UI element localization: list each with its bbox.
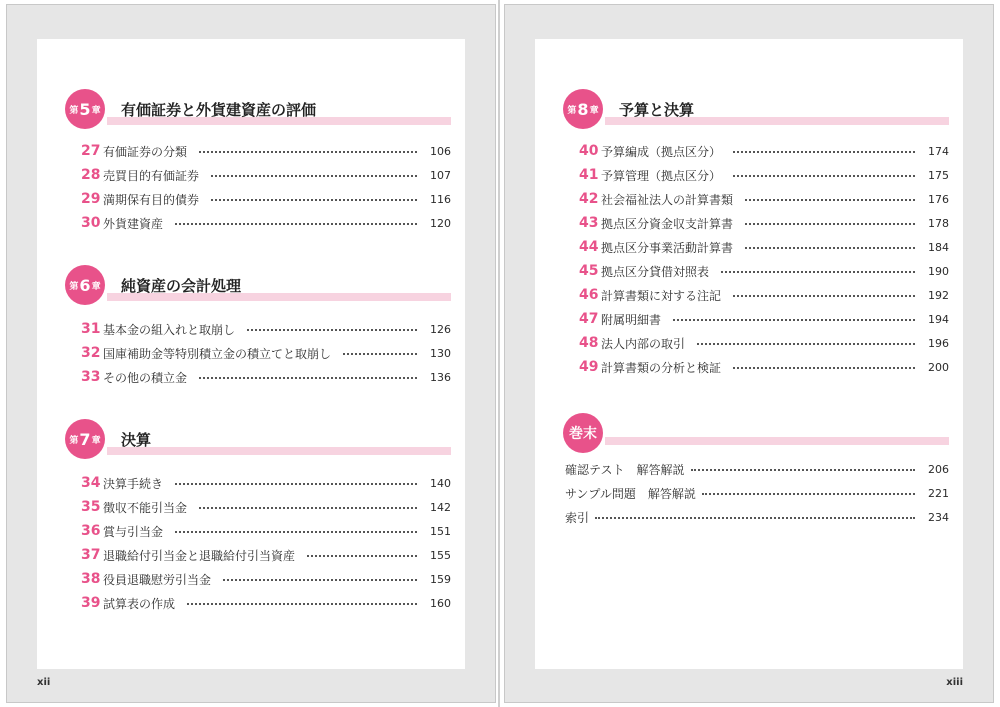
- toc-entry[interactable]: [579, 139, 949, 163]
- toc-entry[interactable]: [579, 163, 949, 187]
- entry-title: 決算手続き: [103, 476, 164, 491]
- toc-list: [81, 471, 451, 615]
- entry-title: 拠点区分資金収支計算書: [601, 216, 734, 231]
- entry-number: 39: [81, 595, 101, 611]
- leader-dots: [175, 531, 417, 533]
- entry-number: 41: [579, 167, 599, 183]
- toc-entry[interactable]: [81, 365, 451, 389]
- entry-page: 160: [430, 596, 451, 610]
- chapter-5: [37, 89, 465, 231]
- entry-number: 37: [81, 547, 101, 563]
- entry-number: 44: [579, 239, 599, 255]
- entry-number: 30: [81, 215, 101, 231]
- leader-dots: [247, 329, 417, 331]
- entry-page: 155: [430, 548, 451, 562]
- chapter-title: 純資産の会計処理: [121, 277, 242, 295]
- badge-suffix: 章: [589, 105, 599, 116]
- entry-number: 48: [579, 335, 599, 351]
- gutter: [498, 0, 500, 707]
- entry-page: 130: [430, 346, 451, 360]
- badge-number: 8: [577, 99, 589, 119]
- entry-page: 151: [430, 524, 451, 538]
- appendix-heading: [535, 413, 963, 449]
- entry-title: 社会福祉法人の計算書類: [601, 192, 734, 207]
- leader-dots: [199, 507, 417, 509]
- entry-number: 29: [81, 191, 101, 207]
- entry-page: 126: [430, 322, 451, 336]
- leader-dots: [745, 223, 915, 225]
- entry-page: 142: [430, 500, 451, 514]
- chapter-badge: [65, 419, 105, 459]
- leader-dots: [343, 353, 417, 355]
- entry-number: 27: [81, 143, 101, 159]
- entry-page: 184: [928, 240, 949, 254]
- toc-list: [579, 139, 949, 379]
- entry-title: 売買目的有価証券: [103, 168, 200, 183]
- heading-rule: [605, 437, 949, 445]
- chapter-8: [535, 89, 963, 375]
- leader-dots: [175, 483, 417, 485]
- leader-dots: [673, 319, 915, 321]
- chapter-6: [37, 265, 465, 385]
- right-page: [504, 4, 994, 703]
- entry-page: 159: [430, 572, 451, 586]
- entry-title: 拠点区分事業活動計算書: [601, 240, 734, 255]
- leader-dots: [211, 175, 417, 177]
- entry-page: 106: [430, 144, 451, 158]
- toc-entry[interactable]: [81, 495, 451, 519]
- entry-page: 192: [928, 288, 949, 302]
- toc-entry[interactable]: [81, 341, 451, 365]
- badge-suffix: 章: [91, 435, 101, 446]
- entry-title: 国庫補助金等特別積立金の積立てと取崩し: [103, 346, 332, 361]
- leader-dots: [733, 295, 915, 297]
- entry-page: 200: [928, 360, 949, 374]
- leader-dots: [733, 175, 915, 177]
- heading-rule: [107, 447, 451, 455]
- entry-number: 38: [81, 571, 101, 587]
- chapter-heading: [37, 419, 465, 455]
- entry-page: 116: [430, 192, 451, 206]
- toc-entry[interactable]: [579, 355, 949, 379]
- entry-page: 107: [430, 168, 451, 182]
- entry-number: 47: [579, 311, 599, 327]
- leader-dots: [199, 377, 417, 379]
- leader-dots: [697, 343, 915, 345]
- entry-number: 35: [81, 499, 101, 515]
- entry-title: 役員退職慰労引当金: [103, 572, 212, 587]
- entry-title: サンプル問題 解答解説: [565, 486, 696, 501]
- leader-dots: [187, 603, 417, 605]
- toc-entry[interactable]: [81, 187, 451, 211]
- entry-title: 退職給付引当金と退職給付引当資産: [103, 548, 296, 563]
- leader-dots: [721, 271, 915, 273]
- entry-title: 附属明細書: [601, 312, 662, 327]
- entry-page: 120: [430, 216, 451, 230]
- leader-dots: [307, 555, 417, 557]
- leader-dots: [702, 493, 915, 495]
- chapter-heading: [37, 265, 465, 301]
- toc-entry[interactable]: [81, 591, 451, 615]
- toc-entry[interactable]: [565, 457, 949, 481]
- left-page: [6, 4, 496, 703]
- leader-dots: [733, 151, 915, 153]
- toc-entry[interactable]: [579, 211, 949, 235]
- toc-entry[interactable]: [579, 283, 949, 307]
- badge-prefix: 第: [567, 105, 577, 116]
- toc-entry[interactable]: [579, 307, 949, 331]
- leader-dots: [199, 151, 417, 153]
- toc-entry[interactable]: [579, 187, 949, 211]
- entry-title: 満期保有目的債券: [103, 192, 200, 207]
- entry-number: 45: [579, 263, 599, 279]
- badge-suffix: 章: [91, 105, 101, 116]
- toc-entry[interactable]: [81, 519, 451, 543]
- left-page-content: [37, 39, 465, 669]
- entry-title: 計算書類の分析と検証: [601, 360, 722, 375]
- badge-suffix: 章: [91, 281, 101, 292]
- page-number: xiii: [946, 677, 963, 688]
- entry-number: 49: [579, 359, 599, 375]
- entry-title: 計算書類に対する注記: [601, 288, 722, 303]
- entry-number: 46: [579, 287, 599, 303]
- toc-entry[interactable]: [81, 471, 451, 495]
- entry-page: 176: [928, 192, 949, 206]
- toc-entry[interactable]: [565, 481, 949, 505]
- entry-number: 40: [579, 143, 599, 159]
- toc-entry[interactable]: [579, 235, 949, 259]
- appendix-list: [565, 457, 949, 529]
- appendix-section: [535, 413, 963, 525]
- badge-number: 6: [79, 275, 91, 295]
- leader-dots: [745, 199, 915, 201]
- entry-title: 拠点区分貸借対照表: [601, 264, 710, 279]
- entry-number: 36: [81, 523, 101, 539]
- entry-number: 28: [81, 167, 101, 183]
- leader-dots: [211, 199, 417, 201]
- chapter-title: 有価証券と外貨建資産の評価: [121, 101, 317, 119]
- right-page-content: [535, 39, 963, 669]
- chapter-heading: [37, 89, 465, 125]
- chapter-title: 予算と決算: [619, 101, 695, 119]
- badge-number: 5: [79, 99, 91, 119]
- badge-prefix: 第: [69, 435, 79, 446]
- entry-page: 206: [928, 462, 949, 476]
- badge-number: 7: [79, 429, 91, 449]
- chapter-7: [37, 419, 465, 611]
- toc-entry[interactable]: [81, 211, 451, 235]
- entry-page: 221: [928, 486, 949, 500]
- toc-entry[interactable]: [81, 139, 451, 163]
- entry-title: 基本金の組入れと取崩し: [103, 322, 236, 337]
- entry-title: 法人内部の取引: [601, 336, 686, 351]
- leader-dots: [691, 469, 915, 471]
- badge-prefix: 第: [69, 281, 79, 292]
- toc-entry[interactable]: [579, 331, 949, 355]
- entry-title: 予算管理（拠点区分）: [601, 168, 722, 183]
- entry-number: 31: [81, 321, 101, 337]
- entry-title: 外貨建資産: [103, 216, 164, 231]
- badge-prefix: 第: [69, 105, 79, 116]
- toc-entry[interactable]: [579, 259, 949, 283]
- entry-title: その他の積立金: [103, 370, 188, 385]
- leader-dots: [595, 517, 915, 519]
- entry-number: 34: [81, 475, 101, 491]
- leader-dots: [223, 579, 417, 581]
- entry-page: 140: [430, 476, 451, 490]
- entry-page: 190: [928, 264, 949, 278]
- entry-number: 33: [81, 369, 101, 385]
- entry-number: 42: [579, 191, 599, 207]
- toc-list: [81, 317, 451, 389]
- entry-title: 予算編成（拠点区分）: [601, 144, 722, 159]
- entry-title: 索引: [565, 510, 590, 525]
- toc-list: [81, 139, 451, 235]
- entry-title: 試算表の作成: [103, 596, 176, 611]
- entry-page: 234: [928, 510, 949, 524]
- chapter-badge: [65, 265, 105, 305]
- toc-entry[interactable]: [81, 163, 451, 187]
- entry-page: 174: [928, 144, 949, 158]
- page-number: xii: [37, 677, 51, 688]
- chapter-heading: [535, 89, 963, 125]
- toc-entry[interactable]: [81, 317, 451, 341]
- entry-page: 178: [928, 216, 949, 230]
- leader-dots: [745, 247, 915, 249]
- appendix-badge: 巻末: [563, 413, 603, 453]
- entry-page: 175: [928, 168, 949, 182]
- entry-title: 確認テスト 解答解説: [565, 462, 685, 477]
- toc-entry[interactable]: [81, 543, 451, 567]
- chapter-badge: [563, 89, 603, 129]
- toc-entry[interactable]: [565, 505, 949, 529]
- leader-dots: [175, 223, 417, 225]
- entry-title: 有価証券の分類: [103, 144, 188, 159]
- entry-title: 賞与引当金: [103, 524, 164, 539]
- chapter-badge: [65, 89, 105, 129]
- toc-entry[interactable]: [81, 567, 451, 591]
- entry-title: 徴収不能引当金: [103, 500, 188, 515]
- entry-page: 196: [928, 336, 949, 350]
- entry-number: 32: [81, 345, 101, 361]
- entry-page: 136: [430, 370, 451, 384]
- chapter-title: 決算: [121, 431, 152, 449]
- entry-number: 43: [579, 215, 599, 231]
- leader-dots: [733, 367, 915, 369]
- entry-page: 194: [928, 312, 949, 326]
